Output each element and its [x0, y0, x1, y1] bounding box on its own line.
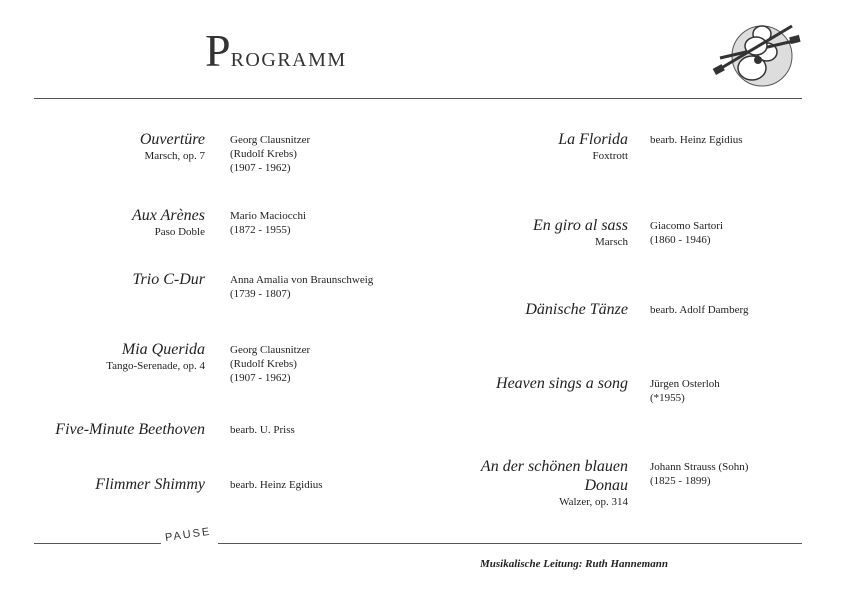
- piece-form: Paso Doble: [154, 226, 205, 238]
- musical-direction: Musikalische Leitung: Ruth Hannemann: [480, 558, 668, 570]
- composer-line: Mario Maciocchi: [230, 210, 307, 222]
- program-item: [420, 300, 628, 319]
- program-item: [420, 130, 628, 163]
- piece-form: Marsch, op. 7: [144, 150, 205, 162]
- header-rule: [34, 98, 802, 99]
- composer-line: (1739 - 1807): [230, 288, 291, 300]
- piece-title: Aux Arènes: [131, 207, 205, 224]
- composer-line: bearb. Adolf Damberg: [650, 304, 749, 316]
- piece-composer: [650, 377, 720, 405]
- composer-line: (Rudolf Krebs): [230, 358, 297, 370]
- piece-composer: [230, 423, 295, 437]
- program-item: [0, 475, 205, 494]
- piece-title: Ouvertüre: [139, 131, 205, 148]
- piece-form: Marsch: [595, 236, 628, 248]
- piece-form: Walzer, op. 314: [559, 496, 628, 508]
- composer-line: Johann Strauss (Sohn): [650, 461, 749, 473]
- pause-divider-right: [218, 543, 802, 544]
- piece-title: Mia Querida: [121, 341, 205, 358]
- title-initial: P: [205, 25, 231, 76]
- program-item: [0, 270, 205, 289]
- piece-title: La Florida: [558, 131, 628, 148]
- program-item: [0, 420, 205, 439]
- composer-line: (1907 - 1962): [230, 162, 291, 174]
- composer-line: (1860 - 1946): [650, 234, 711, 246]
- program-item: [420, 374, 628, 393]
- composer-line: bearb. U. Priss: [230, 424, 295, 436]
- piece-title: Flimmer Shimmy: [95, 476, 205, 493]
- page-title: [205, 25, 347, 76]
- program-item: [0, 340, 205, 373]
- composer-line: Giacomo Sartori: [650, 220, 724, 232]
- piece-title: An der schönen blauen: [480, 458, 628, 475]
- program-item: [0, 206, 205, 239]
- piece-composer: [650, 303, 748, 317]
- composer-line: (Rudolf Krebs): [230, 148, 297, 160]
- composer-line: bearb. Heinz Egidius: [650, 134, 743, 146]
- piece-composer: [230, 133, 310, 175]
- piece-composer: [650, 460, 748, 488]
- composer-line: Georg Clausnitzer: [230, 344, 311, 356]
- program-item: [420, 457, 628, 509]
- composer-line: (*1955): [650, 392, 685, 404]
- composer-line: Jürgen Osterloh: [650, 378, 720, 390]
- composer-line: (1872 - 1955): [230, 224, 291, 236]
- guitars-logo-icon: [712, 18, 802, 94]
- program-item: [0, 130, 205, 163]
- piece-title: Five-Minute Beethoven: [55, 421, 205, 438]
- composer-line: bearb. Heinz Egidius: [230, 479, 323, 491]
- piece-composer: [230, 209, 306, 237]
- pause-label: PAUSE: [164, 525, 213, 544]
- piece-title: En giro al sass: [533, 217, 628, 234]
- program-item: [420, 216, 628, 249]
- title-rest: ROGRAMM: [230, 49, 347, 71]
- piece-form: Foxtrott: [592, 150, 628, 162]
- piece-composer: [230, 343, 310, 385]
- piece-title: Trio C-Dur: [132, 271, 205, 288]
- piece-form: Tango-Serenade, op. 4: [106, 360, 205, 372]
- composer-line: Anna Amalia von Braunschweig: [230, 274, 374, 286]
- composer-line: (1825 - 1899): [650, 475, 711, 487]
- piece-title: Dänische Tänze: [525, 301, 628, 318]
- composer-line: (1907 - 1962): [230, 372, 291, 384]
- piece-title: Heaven sings a song: [496, 375, 628, 392]
- pause-divider-left: [34, 543, 161, 544]
- piece-title: Donau: [584, 477, 628, 494]
- piece-composer: [230, 273, 373, 301]
- piece-composer: [650, 133, 743, 147]
- piece-composer: [230, 478, 323, 492]
- composer-line: Georg Clausnitzer: [230, 134, 311, 146]
- piece-composer: [650, 219, 723, 247]
